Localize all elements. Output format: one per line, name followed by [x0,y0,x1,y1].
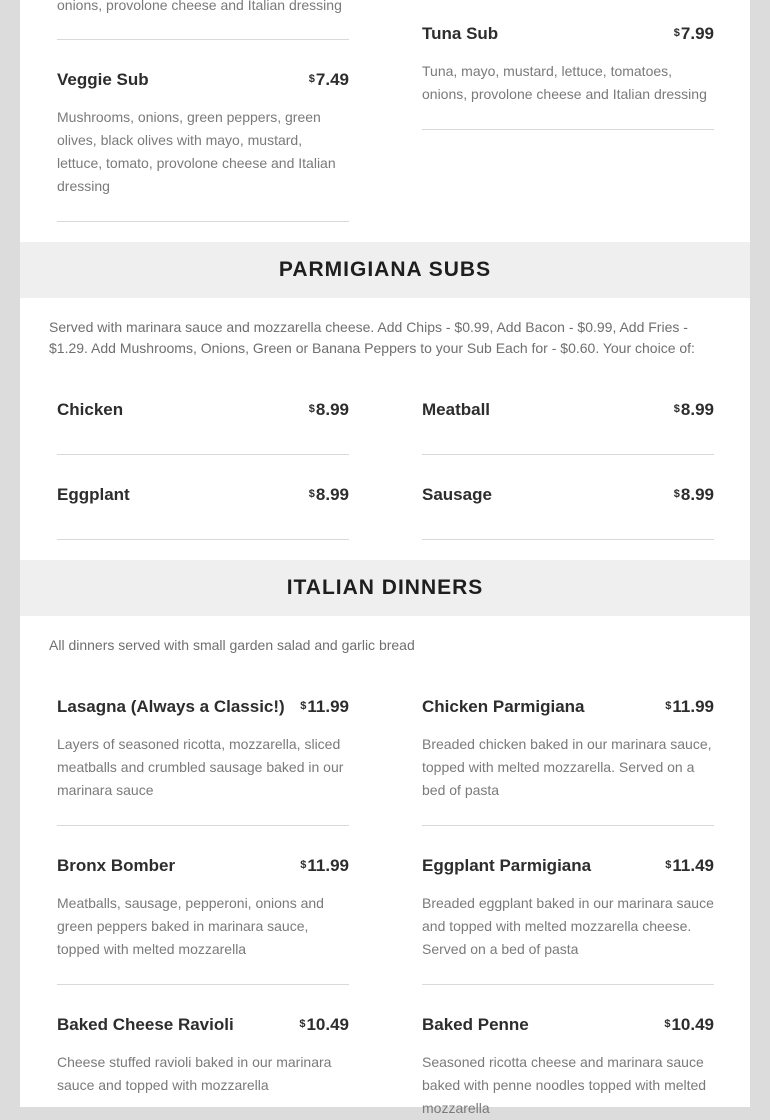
menu-item-description: Breaded chicken baked in our marinara sauce, topped with melted mozzarella. Served on a bed of pasta [422,736,712,798]
menu-item-baked-penne [422,1013,714,1120]
currency-symbol: $ [308,403,315,415]
section-title: PARMIGIANA SUBS [278,258,492,281]
price-value: 8.99 [680,400,714,419]
menu-item-name: Sausage [422,485,492,504]
item-divider [57,221,349,222]
section-intro: All dinners served with small garden salad and garlic bread [49,637,415,653]
menu-item-eggplant [57,483,349,507]
price-value: 8.99 [680,485,714,504]
currency-symbol: $ [665,700,672,712]
currency-symbol: $ [300,700,307,712]
menu-item-price [674,483,714,507]
price-value: 10.49 [671,1015,714,1034]
menu-item-name: Eggplant Parmigiana [422,856,592,875]
menu-item-bronx-bomber [57,854,349,961]
menu-item-name: Chicken Parmigiana [422,697,585,716]
menu-item-lasagna [57,695,349,802]
item-divider [57,984,349,985]
menu-item-tuna-sub [422,22,714,106]
currency-symbol: $ [308,488,315,500]
menu-item-price [665,854,714,878]
item-divider [422,984,714,985]
section-header-italian-dinners [20,560,750,616]
currency-symbol: $ [308,73,315,85]
currency-symbol: $ [673,403,680,415]
menu-item-veggie-sub [57,68,349,198]
section-header-parmigiana [20,242,750,298]
price-value: 7.49 [315,70,349,89]
price-value: 10.49 [306,1015,349,1034]
item-divider [57,454,349,455]
item-divider [422,129,714,130]
menu-item-name: Eggplant [57,485,130,504]
menu-item-price [664,1013,714,1037]
menu-item-description: Tuna, mayo, mustard, lettuce, tomatoes, onions, provolone cheese and Italian dressing [422,63,707,102]
item-divider [57,825,349,826]
menu-item-description: onions, provolone cheese and Italian dressing [57,0,342,13]
price-value: 7.99 [680,24,714,43]
section-intro: Served with marinara sauce and mozzarella cheese. Add Chips - $0.99, Add Bacon - $0.99, Add Fries - $1.29. Add Mushrooms, Onions, Green or Banana Peppers to your Sub Each for - $0.60. Your choice of: [49,319,695,356]
menu-item-sausage [422,483,714,507]
menu-item-description: Breaded eggplant baked in our marinara sauce and topped with melted mozzarella cheese. Served on a bed of pasta [422,895,714,957]
menu-item-description: Cheese stuffed ravioli baked in our marinara sauce and topped with mozzarella [57,1054,332,1093]
menu-item-name: Baked Cheese Ravioli [57,1015,234,1034]
menu-item-description: Seasoned ricotta cheese and marinara sauce baked with penne noodles topped with melted mozzarella [422,1054,707,1116]
menu-item-price [300,695,349,719]
menu-item-name: Bronx Bomber [57,856,176,875]
currency-symbol: $ [673,488,680,500]
price-value: 11.99 [307,856,349,875]
currency-symbol: $ [673,27,680,39]
price-value: 11.99 [672,697,714,716]
menu-item-chicken-parmigiana [422,695,714,802]
menu-item-eggplant-parmigiana [422,854,714,961]
menu-item-name: Chicken [57,400,124,419]
menu-item-price [299,1013,349,1037]
menu-item-price [665,695,714,719]
menu-item-name: Tuna Sub [422,24,499,43]
menu-item-price [300,854,349,878]
price-value: 8.99 [315,485,349,504]
item-divider [422,539,714,540]
menu-sheet [20,0,750,1116]
menu-item-name: Baked Penne [422,1015,529,1034]
item-divider [422,825,714,826]
menu-item-meatball [422,398,714,422]
item-divider [422,454,714,455]
price-value: 8.99 [315,400,349,419]
menu-item-chicken [57,398,349,422]
menu-item-name: Meatball [422,400,491,419]
item-divider [57,539,349,540]
menu-item-price [674,22,714,46]
price-value: 11.49 [672,856,714,875]
currency-symbol: $ [299,1018,306,1030]
menu-item-price [309,398,349,422]
menu-item-description: Mushrooms, onions, green peppers, green olives, black olives with mayo, mustard, lettuce, tomato, provolone cheese and Italian dressing [57,109,336,194]
menu-item-description: Layers of seasoned ricotta, mozzarella, sliced meatballs and crumbled sausage baked in our marinara sauce [57,736,344,798]
section-title: ITALIAN DINNERS [286,576,484,599]
menu-item-price [309,68,349,92]
item-divider [57,39,349,40]
currency-symbol: $ [665,859,672,871]
price-value: 11.99 [307,697,349,716]
currency-symbol: $ [664,1018,671,1030]
menu-item-description: Meatballs, sausage, pepperoni, onions and green peppers baked in marinara sauce, topped with melted mozzarella [57,895,324,957]
menu-item-price [674,398,714,422]
menu-item-baked-cheese-ravioli [57,1013,349,1097]
menu-item-price [309,483,349,507]
menu-item-name: Lasagna (Always a Classic!) [57,697,285,716]
menu-item-name: Veggie Sub [57,70,149,89]
currency-symbol: $ [300,859,307,871]
